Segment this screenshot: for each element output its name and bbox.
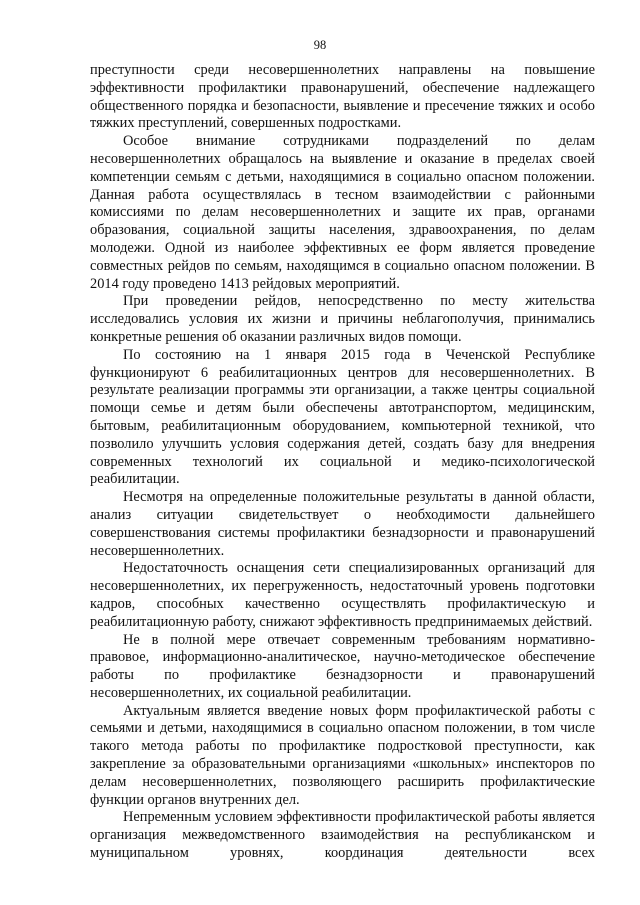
paragraph: преступности среди несовершеннолетних направлены на повышение эффективности профилактики правонарушений, обеспечение надлежащего общественного порядка и безопасности, выявление и пресечение тяжких и особо тяжких преступлений, совершенных подростками. <box>90 62 595 132</box>
paragraph: Не в полной мере отвечает современным требованиям нормативно-правовое, информационно-аналитическое, научно-методическое обеспечение работы по профилактике безнадзорности и правонарушений несовершеннолетних, их социальной реабилитации. <box>90 631 595 701</box>
paragraph: По состоянию на 1 января 2015 года в Чеченской Республике функционируют 6 реабилитационных центров для несовершеннолетних. В результате реализации программы эти организации, а также центры социальной помощи семье и детям были обеспечены автотранспортом, медицинским, бытовым, реабилитационным оборудованием, компьютерной техникой, что позволило улучшить условия содержания детей, создать базу для внедрения современных технологий их социальной и медико-психологической реабилитации. <box>90 346 595 488</box>
paragraph: Несмотря на определенные положительные результаты в данной области, анализ ситуации свидетельствует о необходимости дальнейшего совершенствования системы профилактики безнадзорности и правонарушений несовершеннолетних. <box>90 489 595 559</box>
page-number: 98 <box>313 38 327 52</box>
paragraph: Актуальным является введение новых форм профилактической работы с семьями и детьми, находящимися в социально опасном положении, в том числе такого метода работы по профилактике подростковой преступности, как закрепление за образовательными организациями «школьных» инспекторов по делам несовершеннолетних, позволяющего расширить профилактические функции органов внутренних дел. <box>90 702 595 808</box>
paragraph: Непременным условием эффективности профилактической работы является организация межведомственного взаимодействия на республиканском и муниципальном уровнях, координация деятельности всех <box>90 809 595 862</box>
body-text <box>90 62 595 863</box>
paragraph: Особое внимание сотрудниками подразделений по делам несовершеннолетних обращалось на выявление и оказание в пределах своей компетенции семьям с детьми, находящимися в социально опасном положении. Данная работа осуществлялась в тесном взаимодействии с районными комиссиями по делам несовершеннолетних и защите их прав, органами образования, социальной защиты населения, здравоохранения, по делам молодежи. Одной из наиболее эффективных ее форм является проведение совместных рейдов по семьям, находящимся в социально опасном положении. В 2014 году проведено 1413 рейдовых мероприятий. <box>90 133 595 292</box>
paragraph: Недостаточность оснащения сети специализированных организаций для несовершеннолетних, их перегруженность, недостаточный уровень подготовки кадров, способных качественно осуществлять профилактическую и реабилитационную работу, снижают эффективность предпринимаемых действий. <box>90 560 595 630</box>
paragraph: При проведении рейдов, непосредственно по месту жительства исследовались условия их жизни и причины неблагополучия, принимались конкретные решения об оказании различных видов помощи. <box>90 293 595 345</box>
